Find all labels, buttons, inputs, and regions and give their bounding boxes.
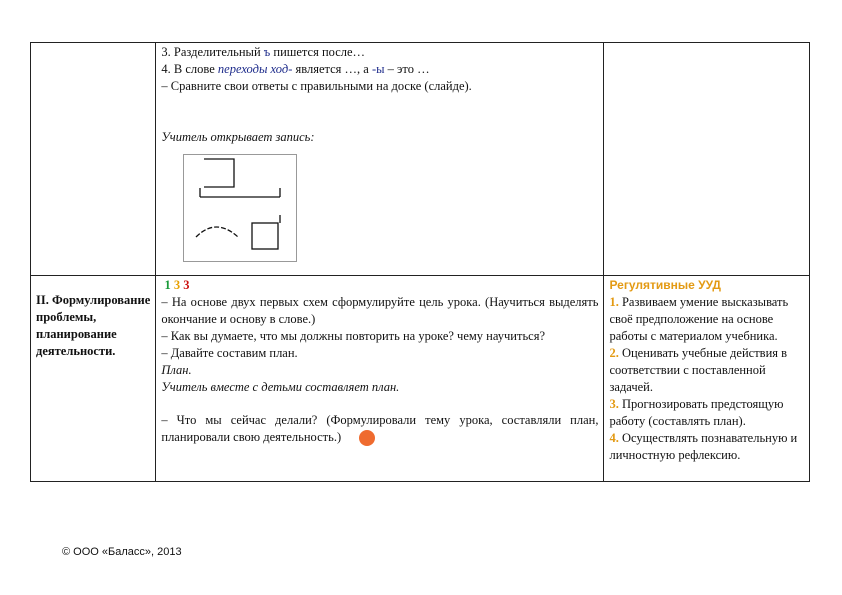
plan-prompt: – Давайте составим план. (161, 346, 298, 360)
ending-text: -ы (371, 62, 385, 76)
uud-title: Регулятивные УУД (609, 278, 721, 292)
teacher-plan-note: Учитель вместе с детьми составляет план. (161, 380, 400, 394)
question-4: 4. В слове переходы ход- является …, а -ы – это … (161, 62, 430, 76)
review-question: – Как вы думаете, что мы должны повторить на уроке? чему научиться? (161, 329, 546, 343)
example-word: переходы ход- (217, 62, 293, 76)
morpheme-scheme-icon (184, 155, 296, 261)
reflection-question: – Что мы сейчас делали? (Формулировали тему урока, составляли план, планировали свою деятельность.) (161, 412, 598, 446)
marker-dot-icon (359, 430, 375, 446)
uud-item: 4. Осуществлять познавательную и личностную рефлексию. (609, 431, 798, 462)
hard-sign: ъ (263, 45, 271, 59)
difficulty-numbers: 1 3 3 (164, 278, 190, 292)
uud-cell (604, 276, 810, 482)
table-row (31, 43, 810, 276)
uud-item: 1. Развиваем умение высказывать своё предположение на основе работы с материалом учебника. (609, 295, 789, 343)
goal-question: – На основе двух первых схем сформулируйте цель урока. (Научиться выделять окончание и основу в слове.) (161, 295, 599, 326)
activity-cell (156, 43, 604, 276)
compare-instruction: – Сравните свои ответы с правильными на доске (слайде). (161, 79, 472, 93)
copyright-footer: © ООО «Баласс», 2013 (62, 546, 182, 558)
question-3: 3. Разделительный ъ пишется после… (161, 45, 366, 59)
table-row (31, 276, 810, 482)
activity-cell (156, 276, 604, 482)
stage-title: II. Формулирование проблемы, планирование деятельности. (31, 276, 156, 482)
uud-item: 2. Оценивать учебные действия в соответствии с поставленной задачей. (609, 346, 788, 394)
word-scheme (183, 154, 297, 262)
lesson-table (30, 42, 810, 482)
teacher-note: Учитель открывает запись: (161, 130, 315, 144)
uud-cell (604, 43, 810, 276)
stage-cell (31, 43, 156, 276)
uud-item: 3. Прогнозировать предстоящую работу (составлять план). (609, 397, 784, 428)
plan-label: План. (161, 363, 192, 377)
